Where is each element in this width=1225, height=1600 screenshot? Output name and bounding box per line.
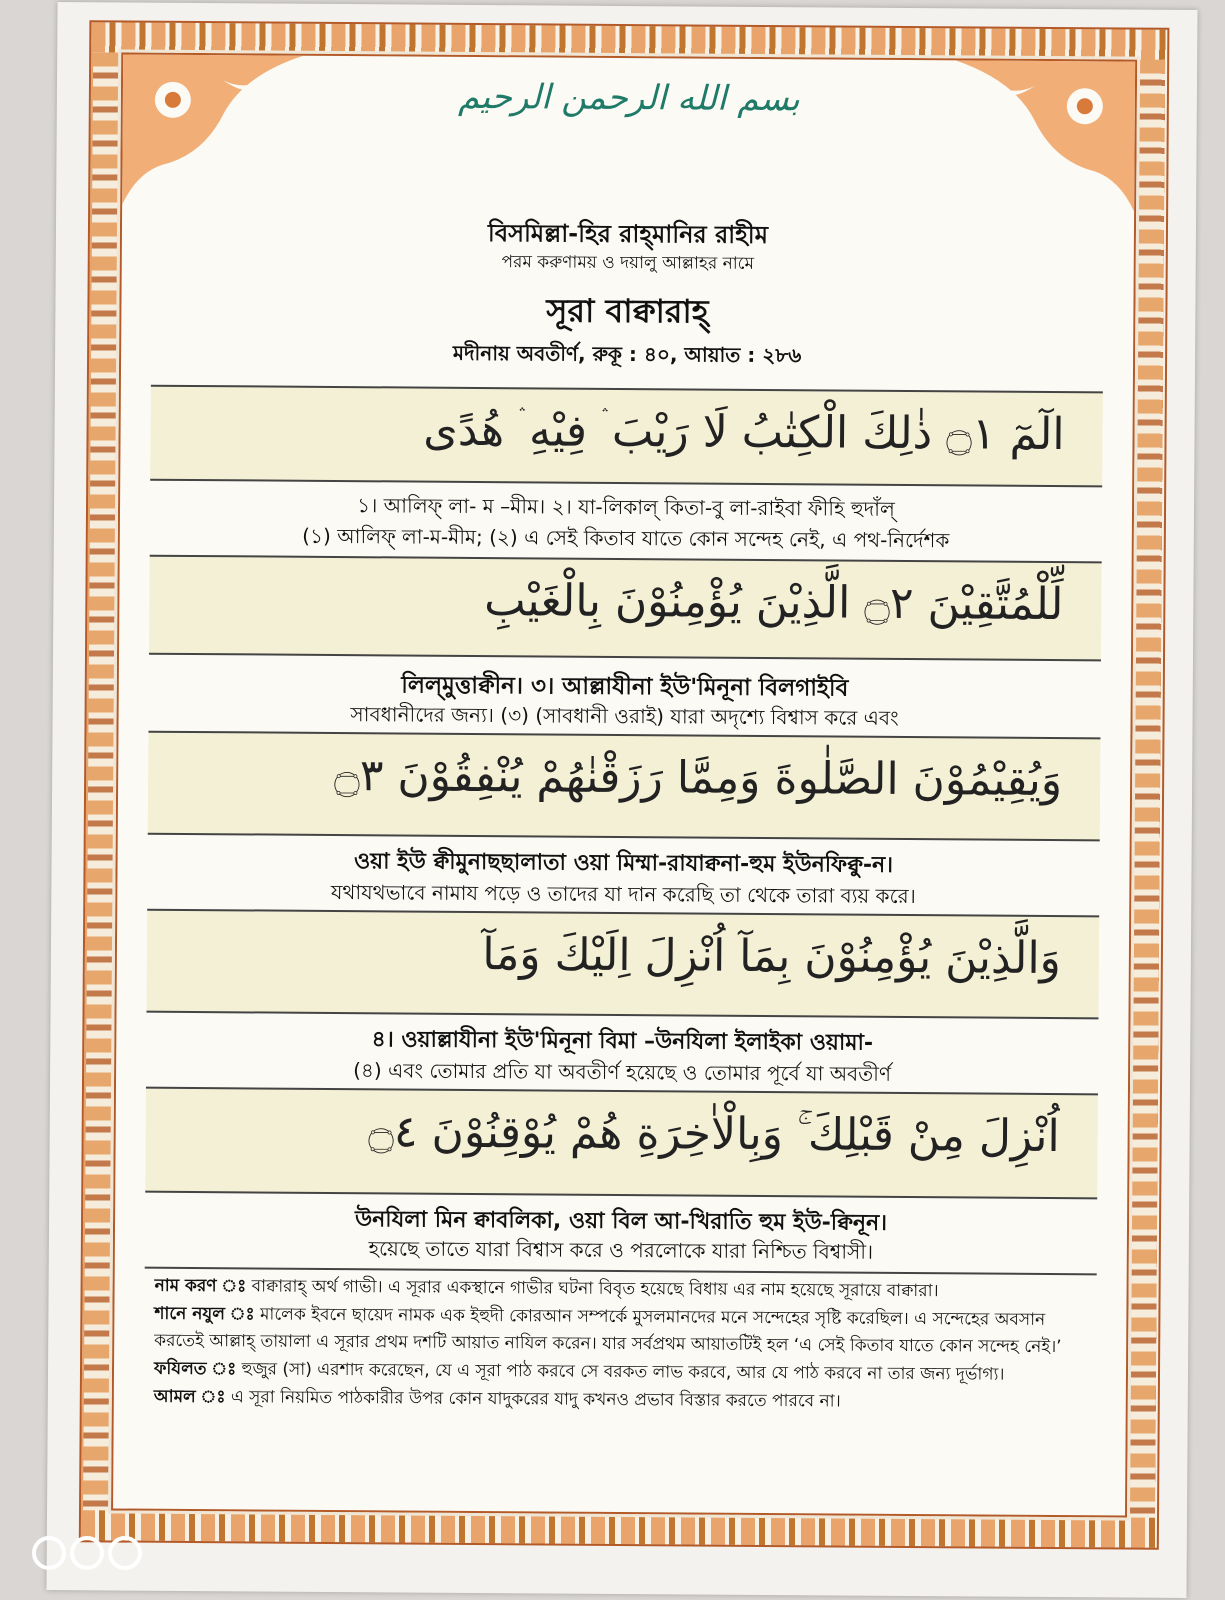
watermark-circle-icon <box>108 1536 142 1570</box>
note-label: শানে নযুল ঃ <box>154 1304 255 1325</box>
bismillah-calligraphy: بسم الله الرحمن الرحيم <box>457 76 800 120</box>
content-frame <box>111 52 1137 1517</box>
verse-meaning-3: যথাযথভাবে নামায পড়ে ও তাদের যা দান করেছি তা থেকে তারা ব্যয় করে। <box>330 879 916 909</box>
note-practice <box>154 1384 1086 1417</box>
verse-translit-4: ৪। ওয়াল্লাযীনা ইউ'মিনূনা বিমা –উনযিলা ইলাইকা ওয়ামা- <box>371 1027 874 1056</box>
verse-translit-2: লিল্‌মুত্তাক্বীন। ৩। আল্লাযীনা ইউ'মিনূনা বিলগাইবি <box>401 672 849 702</box>
verse-arabic-2: لِّلْمُتَّقِيْنَ ۝٢ الَّذِيْنَ يُؤْمِنُوْنَ بِالْغَيْبِ <box>149 555 1102 662</box>
camera-watermark <box>32 1536 142 1570</box>
verse-meaning-2: সাবধানীদের জন্য। (৩) (সাবধানী ওরাই) যারা অদৃশ্যে বিশ্বাস করে এবং <box>350 702 899 730</box>
verse-meaning-5: হয়েছে তাতে যারা বিশ্বাস করে ও পরলোকে যারা নিশ্চিত বিশ্বাসী। <box>368 1236 874 1264</box>
verse-arabic-1: الٓمٓ ۝١ ذٰلِكَ الْكِتٰبُ لَا رَيْبَ ۛ فِيْهِ ۛ هُدًى <box>150 385 1103 488</box>
note-label: নাম করণ ঃ <box>154 1275 247 1297</box>
verse-meaning-1: (১) আলিফ্‌ লা-ম-মীম; (২) এ সেই কিতাব যাতে কোন সন্দেহ নেই, এ পথ-নির্দেশক <box>302 523 950 553</box>
note-name-origin <box>155 1273 1087 1306</box>
watermark-circle-icon <box>32 1536 66 1570</box>
ornamental-border <box>79 20 1170 1550</box>
note-virtue <box>154 1356 1086 1389</box>
verse-translit-5: উনযিলা মিন ক্বাবলিকা, ওয়া বিল আ-খিরাতি হুম ইউ-ক্বিনূন। <box>354 1207 888 1236</box>
verse-arabic-5: اُنْزِلَ مِنْ قَبْلِكَ ۚ وَبِالْاٰخِرَةِ هُمْ يُوْقِنُوْنَ ۝٤ <box>145 1087 1098 1200</box>
note-label: আমল ঃ <box>153 1387 226 1408</box>
note-text: হুজুর (সা) এরশাদ করেছেন, যে এ সূরা পাঠ করবে সে বরকত লাভ করবে, আর যে পাঠ করবে না তার জন্য দূর্ভাগ্য। <box>236 1359 1005 1385</box>
surah-notes <box>144 1267 1097 1419</box>
verse-translit-1: ১। আলিফ্‌ লা- ম –মীম। ২। যা-লিকাল্‌ কিতা-বু লা-রাইবা ফীহি হুদাঁল্‌ <box>357 493 895 521</box>
verse-translit-3: ওয়া ইউ ক্বীমুনাছছালাতা ওয়া মিম্মা-রাযাক্বনা-হুম ইউনফিক্বু-ন। <box>353 849 894 878</box>
page-sheet <box>46 2 1197 1598</box>
verse-arabic-3: وَيُقِيْمُوْنَ الصَّلٰوةَ وَمِمَّا رَزَقْنٰهُمْ يُنْفِقُوْنَ ۝٣ <box>148 731 1101 842</box>
bismillah-transliteration: বিসমিল্লা-হির রাহ্‌মানির রাহীম <box>487 219 769 250</box>
surah-title: সূরা বাক্বারাহ্‌ <box>546 291 709 331</box>
note-text: বাক্বারাহ্‌ অর্থ গাভী। এ সূরার একস্থানে গাভীর ঘটনা বিবৃত হয়েছে বিধায় এর নাম হয়েছে সূরায়ে বাক্বারা। <box>246 1276 939 1302</box>
note-text: এ সূরা নিয়মিত পাঠকারীর উপর কোন যাদুকরের যাদু কখনও প্রভাব বিস্তার করতে পারবে না। <box>225 1387 841 1412</box>
verse-meaning-4: (৪) এবং তোমার প্রতি যা অবতীর্ণ হয়েছে ও তোমার পূর্বে যা অবতীর্ণ <box>353 1058 892 1086</box>
verse-arabic-4: وَالَّذِيْنَ يُؤْمِنُوْنَ بِمَآ اُنْزِلَ اِلَيْكَ وَمَآ <box>147 909 1100 1020</box>
note-text: মালেক ইবনে ছায়েদ নামক এক ইহুদী কোরআন সম্পর্কে মুসলমানদের মনে সন্দেহের সৃষ্টি করেছিল। এ সন্দেহের অবসান করতেই আল্লাহ্‌ তায়ালা এ সূরার প্রথম দশটি আয়াত নাযিল করেন। যার সর্বপ্রথম আয়াতটিই হল ‘এ সেই কিতাব যাতে কোন সন্দেহ নেই।’ <box>154 1304 1062 1357</box>
bismillah-meaning: পরম করুণাময় ও দয়ালু আল্লাহর নামে <box>501 252 755 274</box>
note-revelation-context <box>154 1301 1086 1360</box>
note-label: ফযিলত ঃ <box>153 1358 237 1380</box>
surah-info: মদীনায় অবতীর্ণ, রুকূ : ৪০, আয়াত : ২৮৬ <box>452 340 802 368</box>
watermark-circle-icon <box>70 1536 104 1570</box>
